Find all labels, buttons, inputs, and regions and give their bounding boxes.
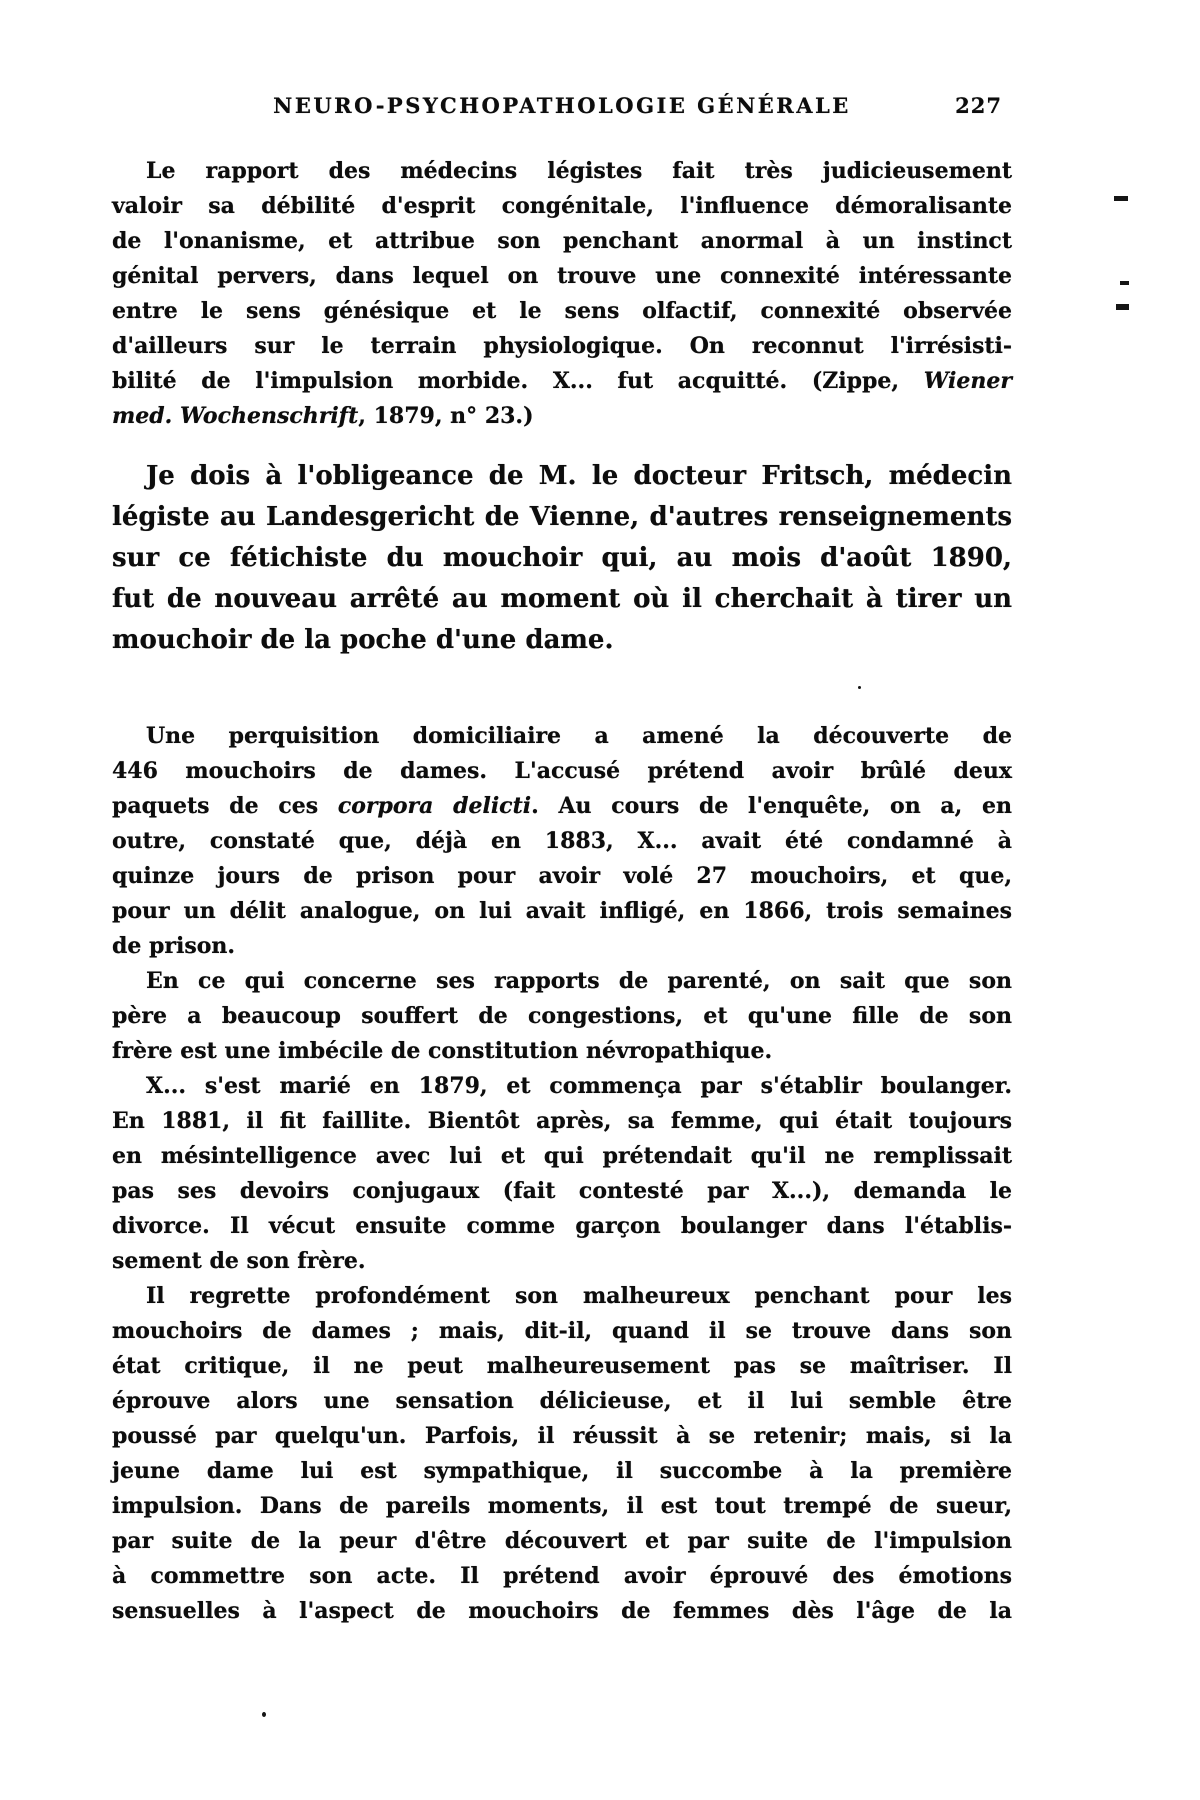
text-run: bilité de l'impulsion morbide. X... fut acquitté. (Zippe, xyxy=(112,368,924,394)
text-run: divorce. Il vécut ensuite comme garçon boulanger dans l'établis- xyxy=(112,1213,1012,1239)
text-run: 446 mouchoirs de dames. L'accusé prétend avoir brûlé deux xyxy=(112,758,1012,784)
text-line xyxy=(112,824,1012,859)
text-run: , 1879, n° 23.) xyxy=(358,403,534,429)
text-run: entre le sens génésique et le sens olfactif, connexité observée xyxy=(112,298,1012,324)
text-line xyxy=(112,364,1012,399)
text-line xyxy=(112,1069,1012,1104)
text-run: état critique, il ne peut malheureusement pas se maîtriser. Il xyxy=(112,1353,1012,1379)
scan-speck xyxy=(858,686,861,689)
text-line xyxy=(112,154,1012,189)
italic-text: med. Wochenschrift xyxy=(112,403,359,429)
paragraph xyxy=(112,1279,1012,1629)
text-line xyxy=(112,1314,1012,1349)
text-line xyxy=(112,1594,1012,1629)
text-run: jeune dame lui est sympathique, il succombe à la première xyxy=(112,1458,1012,1484)
text-run: sensuelles à l'aspect de mouchoirs de femmes dès l'âge de la xyxy=(112,1598,1012,1624)
text-line xyxy=(112,894,1012,929)
text-run: à commettre son acte. Il prétend avoir éprouvé des émotions xyxy=(112,1563,1012,1589)
text-run: Je dois à l'obligeance de M. le docteur Fritsch, médecin xyxy=(146,461,1012,491)
text-line xyxy=(112,189,1012,224)
text-run: poussé par quelqu'un. Parfois, il réussit à se retenir; mais, si la xyxy=(112,1423,1012,1449)
text-line xyxy=(112,1524,1012,1559)
text-run: légiste au Landesgericht de Vienne, d'autres renseignements xyxy=(112,502,1012,532)
text-run: père a beaucoup souffert de congestions, et qu'une fille de son xyxy=(112,1003,1012,1029)
text-run: en mésintelligence avec lui et qui prétendait qu'il ne remplissait xyxy=(112,1143,1012,1169)
scan-speck xyxy=(262,1712,266,1717)
text-line xyxy=(112,1034,1012,1069)
text-line xyxy=(112,1489,1012,1524)
text-line xyxy=(112,1454,1012,1489)
text-run: mouchoirs de dames ; mais, dit-il, quand il se trouve dans son xyxy=(112,1318,1012,1344)
text-run: d'ailleurs sur le terrain physiologique. On reconnut l'irrésisti- xyxy=(112,333,1012,359)
text-run: quinze jours de prison pour avoir volé 27 mouchoirs, et que, xyxy=(112,863,1012,889)
scan-speck xyxy=(1120,281,1129,285)
header-title: NEURO-PSYCHOPATHOLOGIE GÉNÉRALE xyxy=(273,93,851,118)
text-run: Une perquisition domiciliaire a amené la découverte de xyxy=(146,723,1012,749)
paragraph xyxy=(112,154,1012,434)
text-run: outre, constaté que, déjà en 1883, X... avait été condamné à xyxy=(112,828,1012,854)
text-line xyxy=(112,259,1012,294)
text-line xyxy=(112,329,1012,364)
text-line xyxy=(112,294,1012,329)
text-run: génital pervers, dans lequel on trouve une connexité intéressante xyxy=(112,263,1012,289)
text-line xyxy=(112,859,1012,894)
text-line xyxy=(112,754,1012,789)
text-line xyxy=(112,399,1012,434)
text-line xyxy=(112,538,1012,579)
text-line xyxy=(112,719,1012,754)
text-line xyxy=(112,1384,1012,1419)
text-line xyxy=(112,1209,1012,1244)
text-run: fut de nouveau arrêté au moment où il cherchait à tirer un xyxy=(112,584,1012,614)
text-line xyxy=(112,1419,1012,1454)
text-line xyxy=(112,620,1012,661)
text-line xyxy=(112,497,1012,538)
text-line xyxy=(112,224,1012,259)
text-run: . Au cours de l'enquête, on a, en xyxy=(531,793,1013,819)
text-run: En ce qui concerne ses rapports de parenté, on sait que son xyxy=(146,968,1012,994)
text-run: mouchoir de la poche d'une dame. xyxy=(112,625,614,655)
running-header xyxy=(112,0,1012,120)
paragraph xyxy=(112,1069,1012,1279)
text-run: frère est une imbécile de constitution névropathique. xyxy=(112,1038,773,1064)
text-line xyxy=(112,579,1012,620)
text-run: En 1881, il fit faillite. Bientôt après, sa femme, qui était toujours xyxy=(112,1108,1012,1134)
italic-text: corpora delicti xyxy=(337,793,532,819)
text-run: par suite de la peur d'être découvert et par suite de l'impulsion xyxy=(112,1528,1012,1554)
text-run: X... s'est marié en 1879, et commença par s'établir boulanger. xyxy=(146,1073,1012,1099)
text-line xyxy=(112,929,1012,964)
text-line xyxy=(112,1559,1012,1594)
text-run: paquets de ces xyxy=(112,793,338,819)
text-body xyxy=(112,154,1012,1629)
scan-speck xyxy=(1116,304,1129,310)
text-line xyxy=(112,1279,1012,1314)
text-line xyxy=(112,789,1012,824)
paragraph xyxy=(112,964,1012,1069)
text-line xyxy=(112,999,1012,1034)
text-run: valoir sa débilité d'esprit congénitale, l'influence démoralisante xyxy=(112,193,1012,219)
text-run: sement de son frère. xyxy=(112,1248,366,1274)
text-run: sur ce fétichiste du mouchoir qui, au mois d'août 1890, xyxy=(112,543,1012,573)
paragraph xyxy=(112,719,1012,964)
text-run: éprouve alors une sensation délicieuse, et il lui semble être xyxy=(112,1388,1012,1414)
text-line xyxy=(112,1244,1012,1279)
paragraph xyxy=(112,456,1012,661)
text-line xyxy=(112,1139,1012,1174)
italic-text: Wiener xyxy=(923,368,1012,394)
text-run: Il regrette profondément son malheureux penchant pour les xyxy=(146,1283,1012,1309)
text-run: impulsion. Dans de pareils moments, il est tout trempé de sueur, xyxy=(112,1493,1012,1519)
text-line xyxy=(112,964,1012,999)
text-block xyxy=(112,0,1012,1629)
text-run: Le rapport des médecins légistes fait très judicieusement xyxy=(146,158,1012,184)
scan-speck xyxy=(1114,196,1128,201)
text-run: de l'onanisme, et attribue son penchant anormal à un instinct xyxy=(112,228,1012,254)
text-line xyxy=(112,1349,1012,1384)
text-line xyxy=(112,1174,1012,1209)
text-line xyxy=(112,1104,1012,1139)
text-run: pas ses devoirs conjugaux (fait contesté par X...), demanda le xyxy=(112,1178,1012,1204)
page-number: 227 xyxy=(955,93,1002,118)
text-line xyxy=(112,456,1012,497)
text-run: pour un délit analogue, on lui avait infligé, en 1866, trois semaines xyxy=(112,898,1012,924)
text-run: de prison. xyxy=(112,933,236,959)
